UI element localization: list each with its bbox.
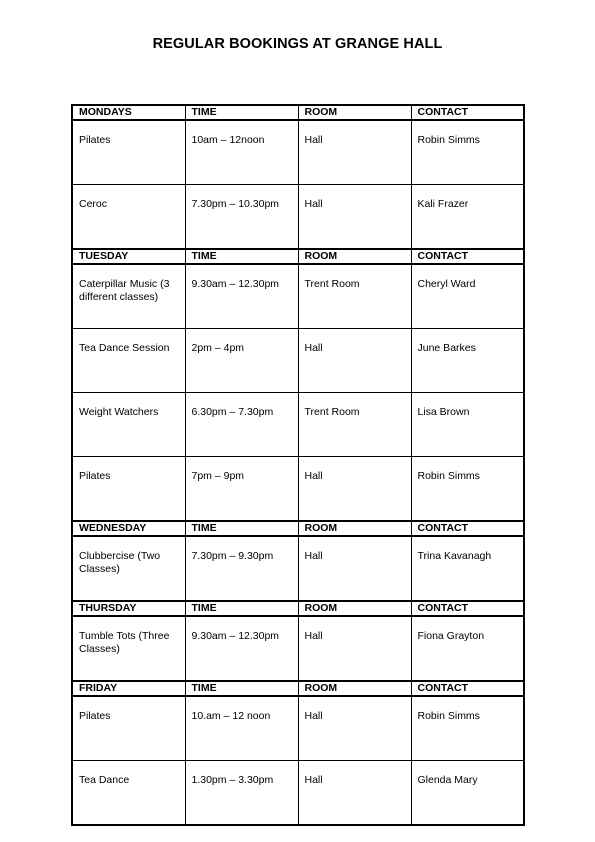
time-column-header: TIME: [185, 601, 298, 616]
booking-row: [72, 120, 524, 185]
day-label: FRIDAY: [72, 681, 185, 696]
activity-cell: Pilates: [72, 120, 185, 185]
room-column-header: ROOM: [298, 105, 411, 120]
contact-column-header: CONTACT: [411, 681, 524, 696]
room-cell: Hall: [298, 329, 411, 393]
booking-row: [72, 457, 524, 522]
room-column-header: ROOM: [298, 521, 411, 536]
booking-row: [72, 264, 524, 329]
booking-row: [72, 329, 524, 393]
room-cell: Trent Room: [298, 393, 411, 457]
activity-cell: Tea Dance: [72, 761, 185, 826]
time-cell: 10.am – 12 noon: [185, 696, 298, 761]
contact-cell: Robin Simms: [411, 696, 524, 761]
activity-cell: Pilates: [72, 696, 185, 761]
time-cell: 9.30am – 12.30pm: [185, 264, 298, 329]
activity-cell: Caterpillar Music (3 different classes): [72, 264, 185, 329]
booking-row: [72, 185, 524, 250]
booking-row: [72, 616, 524, 681]
contact-cell: Robin Simms: [411, 457, 524, 522]
room-cell: Hall: [298, 761, 411, 826]
room-cell: Hall: [298, 696, 411, 761]
day-header-row: [72, 521, 524, 536]
contact-cell: Trina Kavanagh: [411, 536, 524, 601]
activity-cell: Clubbercise (Two Classes): [72, 536, 185, 601]
day-header-row: [72, 249, 524, 264]
booking-row: [72, 761, 524, 826]
time-cell: 7pm – 9pm: [185, 457, 298, 522]
contact-column-header: CONTACT: [411, 521, 524, 536]
booking-row: [72, 696, 524, 761]
booking-row: [72, 393, 524, 457]
room-cell: Hall: [298, 120, 411, 185]
day-label: TUESDAY: [72, 249, 185, 264]
time-cell: 1.30pm – 3.30pm: [185, 761, 298, 826]
time-cell: 2pm – 4pm: [185, 329, 298, 393]
booking-row: [72, 536, 524, 601]
contact-cell: Robin Simms: [411, 120, 524, 185]
day-label: THURSDAY: [72, 601, 185, 616]
time-cell: 7.30pm – 10.30pm: [185, 185, 298, 250]
room-cell: Trent Room: [298, 264, 411, 329]
contact-cell: June Barkes: [411, 329, 524, 393]
contact-cell: Cheryl Ward: [411, 264, 524, 329]
time-column-header: TIME: [185, 105, 298, 120]
room-cell: Hall: [298, 616, 411, 681]
contact-column-header: CONTACT: [411, 601, 524, 616]
day-header-row: [72, 105, 524, 120]
time-cell: 7.30pm – 9.30pm: [185, 536, 298, 601]
room-column-header: ROOM: [298, 249, 411, 264]
activity-cell: Tumble Tots (Three Classes): [72, 616, 185, 681]
time-cell: 10am – 12noon: [185, 120, 298, 185]
contact-cell: Glenda Mary: [411, 761, 524, 826]
room-column-header: ROOM: [298, 681, 411, 696]
contact-column-header: CONTACT: [411, 249, 524, 264]
contact-cell: Fiona Grayton: [411, 616, 524, 681]
day-header-row: [72, 601, 524, 616]
room-cell: Hall: [298, 457, 411, 522]
contact-column-header: CONTACT: [411, 105, 524, 120]
contact-cell: Kali Frazer: [411, 185, 524, 250]
time-column-header: TIME: [185, 681, 298, 696]
time-column-header: TIME: [185, 249, 298, 264]
time-cell: 9.30am – 12.30pm: [185, 616, 298, 681]
contact-cell: Lisa Brown: [411, 393, 524, 457]
time-column-header: TIME: [185, 521, 298, 536]
bookings-table: [71, 104, 525, 826]
activity-cell: Ceroc: [72, 185, 185, 250]
room-cell: Hall: [298, 536, 411, 601]
room-cell: Hall: [298, 185, 411, 250]
room-column-header: ROOM: [298, 601, 411, 616]
day-header-row: [72, 681, 524, 696]
day-label: MONDAYS: [72, 105, 185, 120]
activity-cell: Pilates: [72, 457, 185, 522]
activity-cell: Weight Watchers: [72, 393, 185, 457]
time-cell: 6.30pm – 7.30pm: [185, 393, 298, 457]
activity-cell: Tea Dance Session: [72, 329, 185, 393]
day-label: WEDNESDAY: [72, 521, 185, 536]
page-title: REGULAR BOOKINGS AT GRANGE HALL: [152, 36, 443, 52]
